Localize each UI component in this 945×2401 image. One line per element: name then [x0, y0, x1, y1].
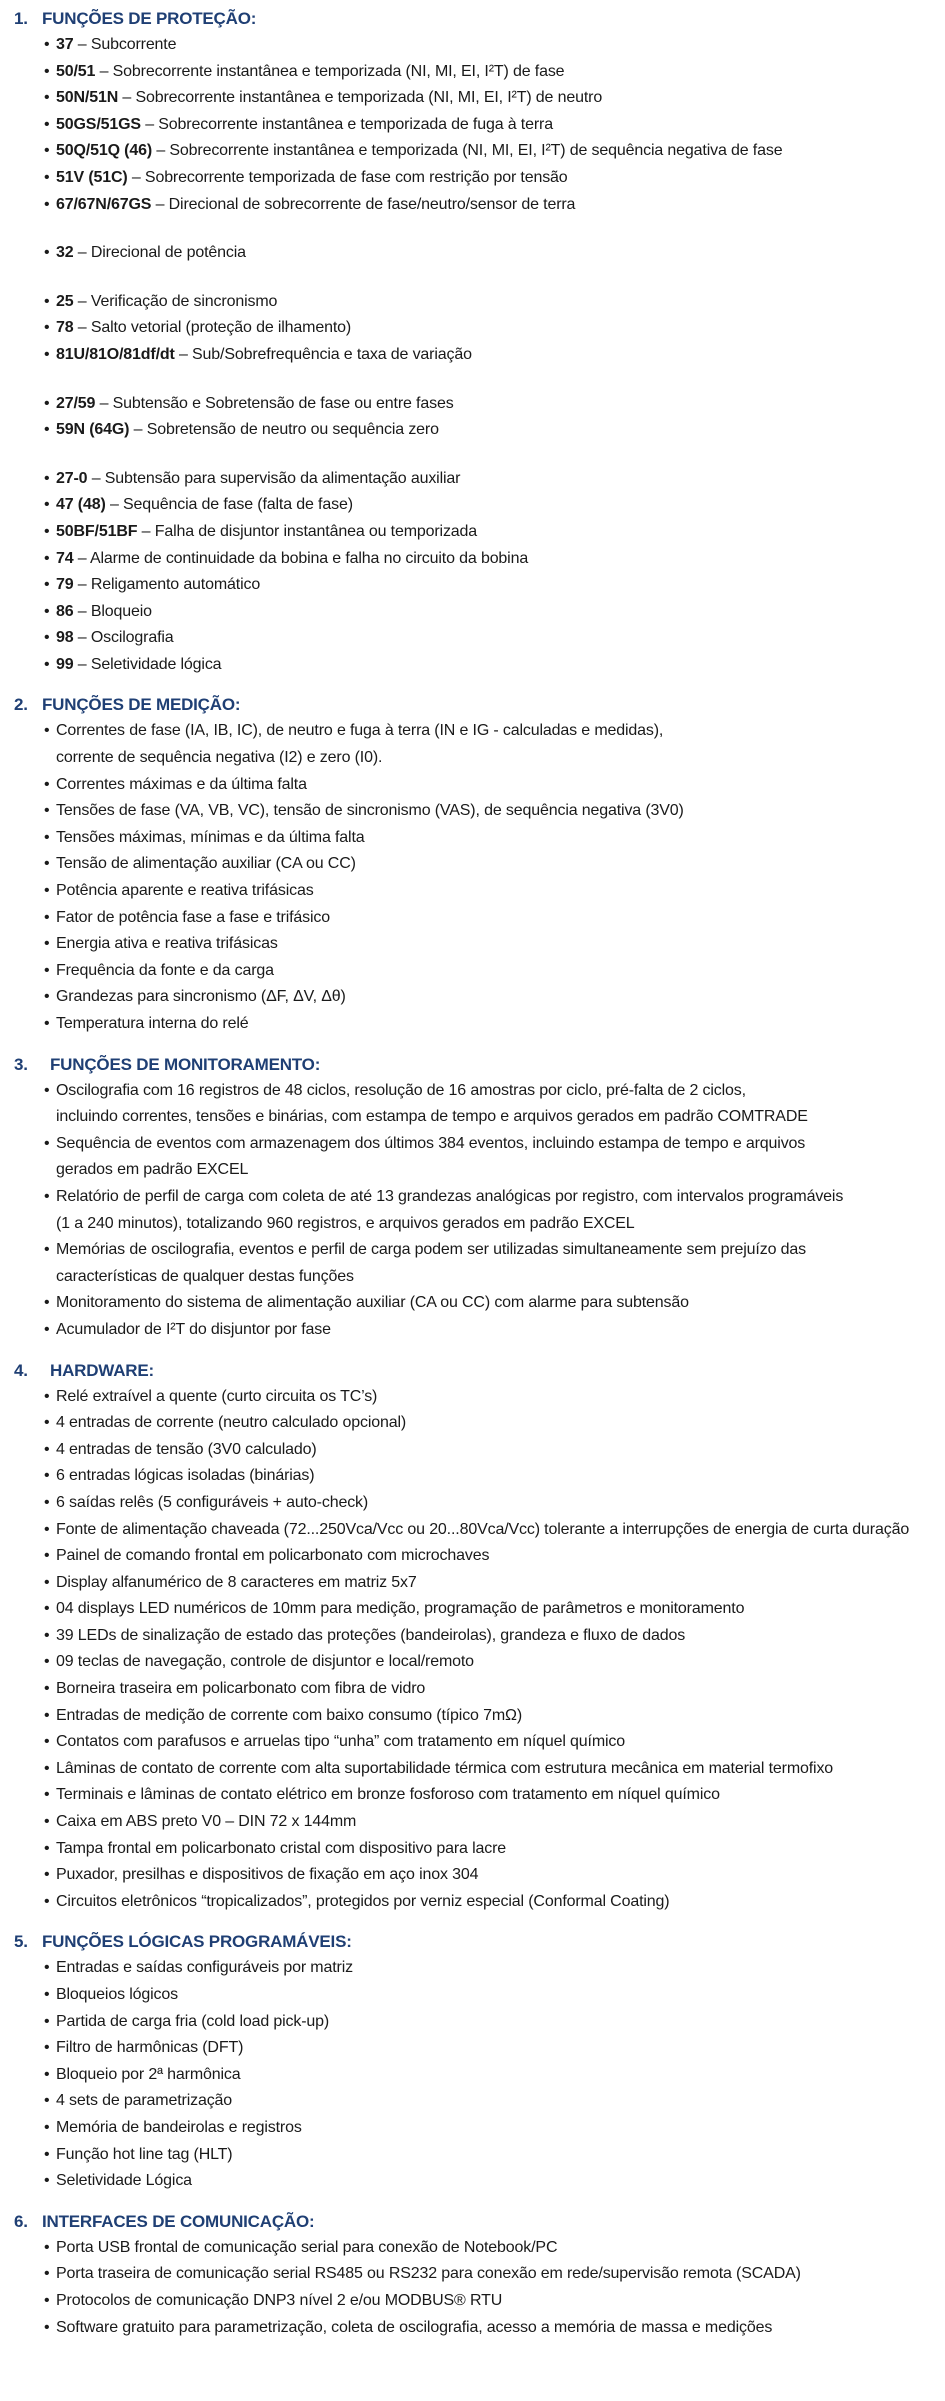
bullet-icon: • [44, 394, 50, 412]
item-text: Display alfanumérico de 8 caracteres em matriz 5x7 [56, 1573, 417, 1591]
bullet-icon: • [44, 1520, 50, 1538]
section-heading [14, 692, 939, 718]
bullet-icon: • [44, 2118, 50, 2136]
section-spacer [14, 1344, 939, 1358]
item-list [14, 718, 939, 1037]
item-text: – Sobrecorrente instantânea e temporizada de fuga à terra [140, 115, 553, 133]
item-text: Memórias de oscilografia, eventos e perfil de carga podem ser utilizadas simultaneamente sem prejuízo das [56, 1241, 806, 1259]
section-heading [14, 1052, 939, 1078]
list-item [14, 958, 939, 985]
item-text: Correntes de fase (IA, IB, IC), de neutro e fuga à terra (IN e IG - calculadas e medidas), [56, 722, 664, 740]
item-text: – Sequência de fase (falta de fase) [105, 496, 353, 514]
item-text: Energia ativa e reativa trifásicas [56, 935, 278, 953]
list-item [14, 2261, 939, 2288]
item-text: Contatos com parafusos e arruelas tipo “unha” com tratamento em níquel químico [56, 1733, 626, 1751]
bullet-icon: • [44, 882, 50, 900]
section-spacer [14, 1915, 939, 1929]
list-item [14, 572, 939, 599]
list-item [14, 59, 939, 86]
item-text: Seletividade Lógica [56, 2172, 192, 2190]
list-item [14, 391, 939, 418]
bullet-icon: • [44, 1786, 50, 1804]
item-text: Tampa frontal em policarbonato cristal com dispositivo para lacre [56, 1839, 507, 1857]
item-list [14, 1955, 939, 2194]
item-text: Caixa em ABS preto V0 – DIN 72 x 144mm [56, 1813, 357, 1831]
bullet-icon: • [44, 2065, 50, 2083]
bullet-icon: • [44, 62, 50, 80]
bullet-icon: • [44, 522, 50, 540]
bullet-icon: • [44, 496, 50, 514]
list-item [14, 1317, 939, 1344]
bullet-icon: • [44, 319, 50, 337]
item-text: Frequência da fonte e da carga [56, 961, 274, 979]
list-item [14, 240, 939, 267]
bullet-icon: • [44, 421, 50, 439]
item-text: – Sobrecorrente instantânea e temporizada (NI, MI, EI, I²T) de neutro [118, 89, 603, 107]
function-code: 81U/81O/81df/dt [56, 345, 175, 363]
list-item [14, 1862, 939, 1889]
list-item [14, 1290, 939, 1317]
item-text: – Sub/Sobrefrequência e taxa de variação [174, 345, 472, 363]
function-code: 78 [56, 319, 74, 337]
list-item [14, 1836, 939, 1863]
item-text: – Bloqueio [73, 602, 152, 620]
bullet-icon: • [44, 142, 50, 160]
section-heading [14, 1358, 939, 1384]
bullet-icon: • [44, 1600, 50, 1618]
item-list [14, 1078, 939, 1344]
function-code: 50BF/51BF [56, 522, 138, 540]
list-item [14, 1184, 939, 1237]
bullet-icon: • [44, 89, 50, 107]
item-text-continued: gerados em padrão EXCEL [56, 1161, 249, 1179]
bullet-icon: • [44, 1294, 50, 1312]
item-text: Painel de comando frontal em policarbonato com microchaves [56, 1547, 490, 1565]
list-item [14, 1011, 939, 1038]
item-text: 4 entradas de corrente (neutro calculado opcional) [56, 1414, 407, 1432]
list-item [14, 342, 939, 369]
item-text: Oscilografia com 16 registros de 48 ciclos, resolução de 16 amostras por ciclo, pré-falta de 2 ciclos, [56, 1081, 746, 1099]
list-item [14, 1676, 939, 1703]
bullet-icon: • [44, 1241, 50, 1259]
item-text: Tensões de fase (VA, VB, VC), tensão de sincronismo (VAS), de sequência negativa (3V0) [56, 802, 684, 820]
item-list [14, 32, 939, 218]
list-item [14, 417, 939, 444]
list-item [14, 1596, 939, 1623]
bullet-icon: • [44, 2145, 50, 2163]
function-code: 79 [56, 576, 74, 594]
list-item [14, 1131, 939, 1184]
section-1 [14, 6, 939, 678]
item-text-continued: (1 a 240 minutos), totalizando 960 registros, e arquivos gerados em padrão EXCEL [56, 1214, 635, 1232]
item-text: 6 saídas relês (5 configuráveis + auto-check) [56, 1493, 369, 1511]
section-title: FUNÇÕES LÓGICAS PROGRAMÁVEIS: [42, 1932, 352, 1952]
item-text: Filtro de harmônicas (DFT) [56, 2039, 244, 2057]
function-code: 67/67N/67GS [56, 195, 152, 213]
function-code: 99 [56, 655, 74, 673]
list-item [14, 984, 939, 1011]
group-spacer [14, 369, 939, 391]
list-item [14, 1437, 939, 1464]
bullet-icon: • [44, 908, 50, 926]
item-text-continued: características de qualquer destas funções [56, 1267, 354, 1285]
item-text: – Alarme de continuidade da bobina e falha no circuito da bobina [73, 549, 529, 567]
item-text: – Subtensão e Sobretensão de fase ou entre fases [95, 394, 454, 412]
item-text: 4 entradas de tensão (3V0 calculado) [56, 1440, 317, 1458]
section-number: 1. [14, 9, 28, 28]
section-3 [14, 1052, 939, 1344]
item-text: – Religamento automático [73, 576, 261, 594]
list-item [14, 1982, 939, 2009]
section-title: HARDWARE: [50, 1360, 154, 1380]
list-item [14, 192, 939, 219]
group-spacer [14, 267, 939, 289]
item-text: Grandezas para sincronismo (ΔF, ΔV, Δθ) [56, 988, 346, 1006]
bullet-icon: • [44, 1892, 50, 1910]
section-title: FUNÇÕES DE MONITORAMENTO: [50, 1054, 321, 1074]
item-text: Temperatura interna do relé [56, 1015, 249, 1032]
list-item [14, 2035, 939, 2062]
list-item [14, 546, 939, 573]
function-code: 50N/51N [56, 89, 119, 107]
list-item [14, 905, 939, 932]
list-item [14, 599, 939, 626]
list-item [14, 1782, 939, 1809]
list-item [14, 85, 939, 112]
bullet-icon: • [44, 1440, 50, 1458]
list-item [14, 1756, 939, 1783]
item-text: Fonte de alimentação chaveada (72...250Vca/Vcc ou 20...80Vca/Vcc) tolerante a interrupções de energia de curta duração [56, 1520, 910, 1538]
item-text: Tensões máximas, mínimas e da última falta [56, 828, 365, 846]
list-item [14, 1543, 939, 1570]
function-code: 25 [56, 292, 74, 310]
list-item [14, 2142, 939, 2169]
function-code: 37 [56, 36, 74, 53]
section-number: 6. [14, 2211, 28, 2231]
item-list [14, 466, 939, 679]
section-title: FUNÇÕES DE MEDIÇÃO: [42, 695, 241, 715]
item-text: – Sobrecorrente instantânea e temporizada (NI, MI, EI, I²T) de sequência negativa de fase [152, 142, 783, 160]
bullet-icon: • [44, 2172, 50, 2190]
bullet-icon: • [44, 1866, 50, 1884]
list-item [14, 165, 939, 192]
section-number: 5. [14, 1932, 28, 1952]
list-item [14, 2009, 939, 2036]
section-2 [14, 692, 939, 1037]
bullet-icon: • [44, 961, 50, 979]
bullet-icon: • [44, 1813, 50, 1831]
function-code: 51V (51C) [56, 168, 128, 186]
list-item [14, 1703, 939, 1730]
bullet-icon: • [44, 2039, 50, 2057]
bullet-icon: • [44, 292, 50, 310]
list-item [14, 1078, 939, 1131]
item-text: – Falha de disjuntor instantânea ou temporizada [137, 522, 478, 540]
bullet-icon: • [44, 1467, 50, 1485]
bullet-icon: • [44, 1134, 50, 1152]
function-code: 74 [56, 549, 74, 567]
item-list [14, 240, 939, 267]
list-item [14, 1410, 939, 1437]
item-text: – Subcorrente [73, 36, 177, 53]
section-6 [14, 2209, 939, 2341]
spec-document [14, 6, 939, 2341]
item-text: – Oscilografia [73, 629, 174, 647]
list-item [14, 931, 939, 958]
item-text: Relatório de perfil de carga com coleta de até 13 grandezas analógicas por registro, com intervalos programáveis [56, 1187, 844, 1205]
section-number: 4. [14, 1360, 28, 1380]
bullet-icon: • [44, 655, 50, 673]
list-item [14, 718, 939, 771]
list-item [14, 1729, 939, 1756]
item-text: Puxador, presilhas e dispositivos de fixação em aço inox 304 [56, 1866, 479, 1884]
item-text: Lâminas de contato de corrente com alta suportabilidade térmica com estrutura mecânica em material termofixo [56, 1759, 834, 1777]
section-spacer [14, 2195, 939, 2209]
list-item [14, 1490, 939, 1517]
item-text: Porta traseira de comunicação serial RS485 ou RS232 para conexão em rede/supervisão remota (SCADA) [56, 2265, 801, 2283]
list-item [14, 315, 939, 342]
bullet-icon: • [44, 1986, 50, 2003]
section-number: 3. [14, 1054, 28, 1074]
list-item [14, 1517, 939, 1544]
item-text: Monitoramento do sistema de alimentação auxiliar (CA ou CC) com alarme para subtensão [56, 1294, 689, 1312]
item-text: – Direcional de potência [73, 244, 246, 262]
item-text: – Sobretensão de neutro ou sequência zero [129, 421, 439, 439]
section-title: FUNÇÕES DE PROTEÇÃO: [42, 9, 257, 28]
section-heading [14, 1929, 939, 1955]
bullet-icon: • [44, 1387, 50, 1405]
list-item [14, 2288, 939, 2315]
item-text: Borneira traseira em policarbonato com fibra de vidro [56, 1680, 426, 1698]
section-spacer [14, 1038, 939, 1052]
item-text: Partida de carga fria (cold load pick-up) [56, 2012, 330, 2030]
item-text: Circuitos eletrônicos “tropicalizados”, protegidos por verniz especial (Conformal Coating) [56, 1892, 670, 1910]
list-item [14, 2088, 939, 2115]
bullet-icon: • [44, 244, 50, 262]
section-number: 2. [14, 695, 28, 715]
list-item [14, 1237, 939, 1290]
item-text: Acumulador de I²T do disjuntor por fase [56, 1320, 331, 1338]
list-item [14, 466, 939, 493]
bullet-icon: • [44, 1493, 50, 1511]
list-item [14, 519, 939, 546]
item-text: Memória de bandeirolas e registros [56, 2118, 302, 2136]
item-text: Fator de potência fase a fase e trifásico [56, 908, 331, 926]
bullet-icon: • [44, 1733, 50, 1751]
section-title: INTERFACES DE COMUNICAÇÃO: [42, 2211, 315, 2231]
item-text-continued: incluindo correntes, tensões e binárias, com estampa de tempo e arquivos gerados em padrão COMTRADE [56, 1108, 808, 1126]
bullet-icon: • [44, 2238, 50, 2256]
list-item [14, 1623, 939, 1650]
function-code: 50/51 [56, 62, 96, 80]
list-item [14, 652, 939, 679]
item-text: – Sobrecorrente instantânea e temporizada (NI, MI, EI, I²T) de fase [95, 62, 565, 80]
bullet-icon: • [44, 855, 50, 873]
list-item [14, 1809, 939, 1836]
item-list [14, 1384, 939, 1916]
list-item [14, 289, 939, 316]
list-item [14, 2115, 939, 2142]
bullet-icon: • [44, 115, 50, 133]
section-heading [14, 2209, 939, 2235]
list-item [14, 1570, 939, 1597]
group-spacer [14, 218, 939, 240]
item-text: – Verificação de sincronismo [73, 292, 278, 310]
function-code: 27/59 [56, 394, 96, 412]
bullet-icon: • [44, 2092, 50, 2110]
item-text: Entradas e saídas configuráveis por matriz [56, 1959, 353, 1977]
bullet-icon: • [44, 1626, 50, 1644]
list-item [14, 878, 939, 905]
bullet-icon: • [44, 2291, 50, 2309]
item-text: Bloqueio por 2ª harmônica [56, 2065, 241, 2083]
item-text: Sequência de eventos com armazenagem dos últimos 384 eventos, incluindo estampa de tempo e arquivos [56, 1134, 806, 1152]
bullet-icon: • [44, 802, 50, 820]
section-5 [14, 1929, 939, 2194]
bullet-icon: • [44, 195, 50, 213]
item-text: 4 sets de parametrização [56, 2092, 233, 2110]
bullet-icon: • [44, 1706, 50, 1724]
bullet-icon: • [44, 2265, 50, 2283]
item-text: Potência aparente e reativa trifásicas [56, 882, 314, 900]
section-4 [14, 1358, 939, 1916]
list-item [14, 1463, 939, 1490]
bullet-icon: • [44, 1414, 50, 1432]
list-item [14, 2062, 939, 2089]
bullet-icon: • [44, 1015, 50, 1032]
item-text: Função hot line tag (HLT) [56, 2145, 233, 2163]
list-item [14, 2168, 939, 2195]
item-text: 09 teclas de navegação, controle de disjuntor e local/remoto [56, 1653, 474, 1671]
function-code: 50Q/51Q (46) [56, 142, 153, 160]
list-item [14, 772, 939, 799]
bullet-icon: • [44, 1547, 50, 1565]
list-item [14, 112, 939, 139]
list-item [14, 32, 939, 59]
bullet-icon: • [44, 1839, 50, 1857]
list-item [14, 1889, 939, 1916]
item-text: Terminais e lâminas de contato elétrico em bronze fosforoso com tratamento em níquel químico [56, 1786, 720, 1804]
item-text: – Salto vetorial (proteção de ilhamento) [73, 319, 352, 337]
section-heading [14, 6, 939, 32]
function-code: 27-0 [56, 469, 88, 487]
list-item [14, 798, 939, 825]
list-item [14, 825, 939, 852]
bullet-icon: • [44, 576, 50, 594]
bullet-icon: • [44, 775, 50, 793]
list-item [14, 138, 939, 165]
list-item [14, 625, 939, 652]
item-list [14, 391, 939, 444]
item-text: 6 entradas lógicas isoladas (binárias) [56, 1467, 315, 1485]
bullet-icon: • [44, 1680, 50, 1698]
bullet-icon: • [44, 1959, 50, 1977]
function-code: 86 [56, 602, 74, 620]
list-item [14, 492, 939, 519]
item-text: Relé extraível a quente (curto circuita os TC’s) [56, 1387, 378, 1405]
bullet-icon: • [44, 935, 50, 953]
bullet-icon: • [44, 1759, 50, 1777]
function-code: 47 (48) [56, 496, 106, 514]
bullet-icon: • [44, 2012, 50, 2030]
item-text: 04 displays LED numéricos de 10mm para medição, programação de parâmetros e monitoramento [56, 1600, 745, 1618]
item-text: – Sobrecorrente temporizada de fase com restrição por tensão [127, 168, 568, 186]
item-text: Bloqueios lógicos [56, 1986, 178, 2003]
item-text: Entradas de medição de corrente com baixo consumo (típico 7mΩ) [56, 1706, 522, 1724]
bullet-icon: • [44, 2318, 50, 2336]
bullet-icon: • [44, 1081, 50, 1099]
function-code: 32 [56, 244, 74, 262]
bullet-icon: • [44, 36, 50, 53]
item-list [14, 2235, 939, 2341]
item-text: – Subtensão para supervisão da alimentação auxiliar [87, 469, 461, 487]
bullet-icon: • [44, 1320, 50, 1338]
list-item [14, 1649, 939, 1676]
bullet-icon: • [44, 549, 50, 567]
bullet-icon: • [44, 1573, 50, 1591]
item-text: 39 LEDs de sinalização de estado das proteções (bandeirolas), grandeza e fluxo de dados [56, 1626, 686, 1644]
bullet-icon: • [44, 988, 50, 1006]
item-text: – Direcional de sobrecorrente de fase/neutro/sensor de terra [151, 195, 576, 213]
item-text: Tensão de alimentação auxiliar (CA ou CC) [56, 855, 356, 873]
item-text: Correntes máximas e da última falta [56, 775, 307, 793]
function-code: 98 [56, 629, 74, 647]
item-text: Software gratuito para parametrização, coleta de oscilografia, acesso a memória de massa e medições [56, 2318, 773, 2336]
item-text: Porta USB frontal de comunicação serial para conexão de Notebook/PC [56, 2238, 558, 2256]
list-item [14, 2235, 939, 2262]
item-text: – Seletividade lógica [73, 655, 222, 673]
bullet-icon: • [44, 168, 50, 186]
function-code: 59N (64G) [56, 421, 130, 439]
item-list [14, 289, 939, 369]
bullet-icon: • [44, 1653, 50, 1671]
bullet-icon: • [44, 345, 50, 363]
item-text: Protocolos de comunicação DNP3 nível 2 e/ou MODBUS® RTU [56, 2291, 503, 2309]
function-code: 50GS/51GS [56, 115, 141, 133]
list-item [14, 851, 939, 878]
section-spacer [14, 678, 939, 692]
group-spacer [14, 444, 939, 466]
list-item [14, 1384, 939, 1411]
bullet-icon: • [44, 1187, 50, 1205]
bullet-icon: • [44, 722, 50, 740]
bullet-icon: • [44, 602, 50, 620]
bullet-icon: • [44, 629, 50, 647]
item-text-continued: corrente de sequência negativa (I2) e zero (I0). [56, 749, 383, 767]
list-item [14, 2315, 939, 2342]
bullet-icon: • [44, 469, 50, 487]
bullet-icon: • [44, 828, 50, 846]
list-item [14, 1955, 939, 1982]
